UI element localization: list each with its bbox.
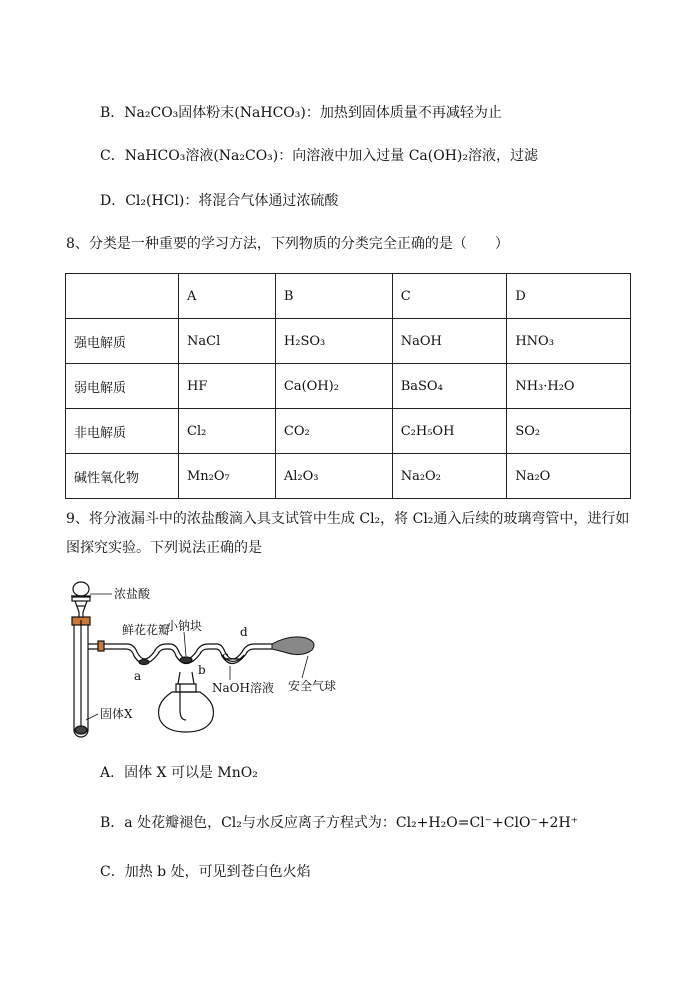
table-cell: Al₂O₃ <box>275 454 392 499</box>
question-9-option-a: A．固体 X 可以是 MnO₂ <box>100 765 258 781</box>
table-row <box>66 409 631 454</box>
table-cell: SO₂ <box>507 409 631 454</box>
table-cell: Cl₂ <box>179 409 276 454</box>
label-naoh: NaOH溶液 <box>212 681 274 695</box>
table-cell: Na₂O <box>507 454 631 499</box>
question-9-option-c: C．加热 b 处，可见到苍白色火焰 <box>100 864 311 880</box>
table-cell: 非电解质 <box>66 409 179 454</box>
label-c: c <box>222 649 229 663</box>
table-cell: HNO₃ <box>507 319 631 364</box>
table-cell: C <box>392 274 507 319</box>
label-a: a <box>134 669 142 683</box>
alcohol-lamp <box>159 672 214 732</box>
label-b: b <box>198 663 206 677</box>
table-cell: C₂H₅OH <box>392 409 507 454</box>
option-c-top: C．NaHCO₃溶液(Na₂CO₃)：向溶液中加入过量 Ca(OH)₂溶液，过滤 <box>100 148 538 164</box>
table-row <box>66 454 631 499</box>
bent-glass-tube <box>104 644 272 665</box>
table-cell: H₂SO₃ <box>275 319 392 364</box>
label-solid: 固体X <box>100 707 133 721</box>
table-cell: 弱电解质 <box>66 364 179 409</box>
table-row <box>66 364 631 409</box>
classification-table <box>65 273 631 499</box>
table-cell: A <box>179 274 276 319</box>
table-cell: 碱性氧化物 <box>66 454 179 499</box>
table-cell: BaSO₄ <box>392 364 507 409</box>
label-d: d <box>240 625 248 639</box>
table-cell: 强电解质 <box>66 319 179 364</box>
table-cell: B <box>275 274 392 319</box>
table-cell: Ca(OH)₂ <box>275 364 392 409</box>
label-sodium: 小钠块 <box>166 619 203 633</box>
question-9-stem-line1: 9、将分液漏斗中的浓盐酸滴入具支试管中生成 Cl₂，将 Cl₂通入后续的玻璃弯管中，进行如 <box>66 511 630 527</box>
label-petal: 鲜花花瓣 <box>122 623 171 637</box>
safety-balloon <box>272 637 314 655</box>
table-cell: Na₂O₂ <box>392 454 507 499</box>
table-cell: HF <box>179 364 276 409</box>
table-cell: Mn₂O₇ <box>179 454 276 499</box>
table-cell: NaOH <box>392 319 507 364</box>
table-cell <box>66 274 179 319</box>
table-row <box>66 319 631 364</box>
question-9-stem-line2: 图探究实验。下列说法正确的是 <box>66 540 262 556</box>
table-cell: CO₂ <box>275 409 392 454</box>
table-cell: D <box>507 274 631 319</box>
label-balloon: 安全气球 <box>288 679 337 693</box>
option-b-top: B．Na₂CO₃固体粉末(NaHCO₃)：加热到固体质量不再减轻为止 <box>100 105 502 121</box>
question-8-stem: 8、分类是一种重要的学习方法，下列物质的分类完全正确的是（ ） <box>66 236 509 252</box>
label-acid: 浓盐酸 <box>114 587 151 601</box>
dropping-funnel <box>71 582 91 620</box>
table-cell: NaCl <box>179 319 276 364</box>
table-cell: NH₃·H₂O <box>507 364 631 409</box>
table-row <box>66 274 631 319</box>
question-9-option-b: B．a 处花瓣褪色，Cl₂与水反应离子方程式为：Cl₂+H₂O=Cl⁻+ClO⁻+2H⁺ <box>100 815 579 831</box>
option-d-top: D．Cl₂(HCl)：将混合气体通过浓硫酸 <box>100 193 339 209</box>
apparatus-diagram <box>62 580 362 750</box>
